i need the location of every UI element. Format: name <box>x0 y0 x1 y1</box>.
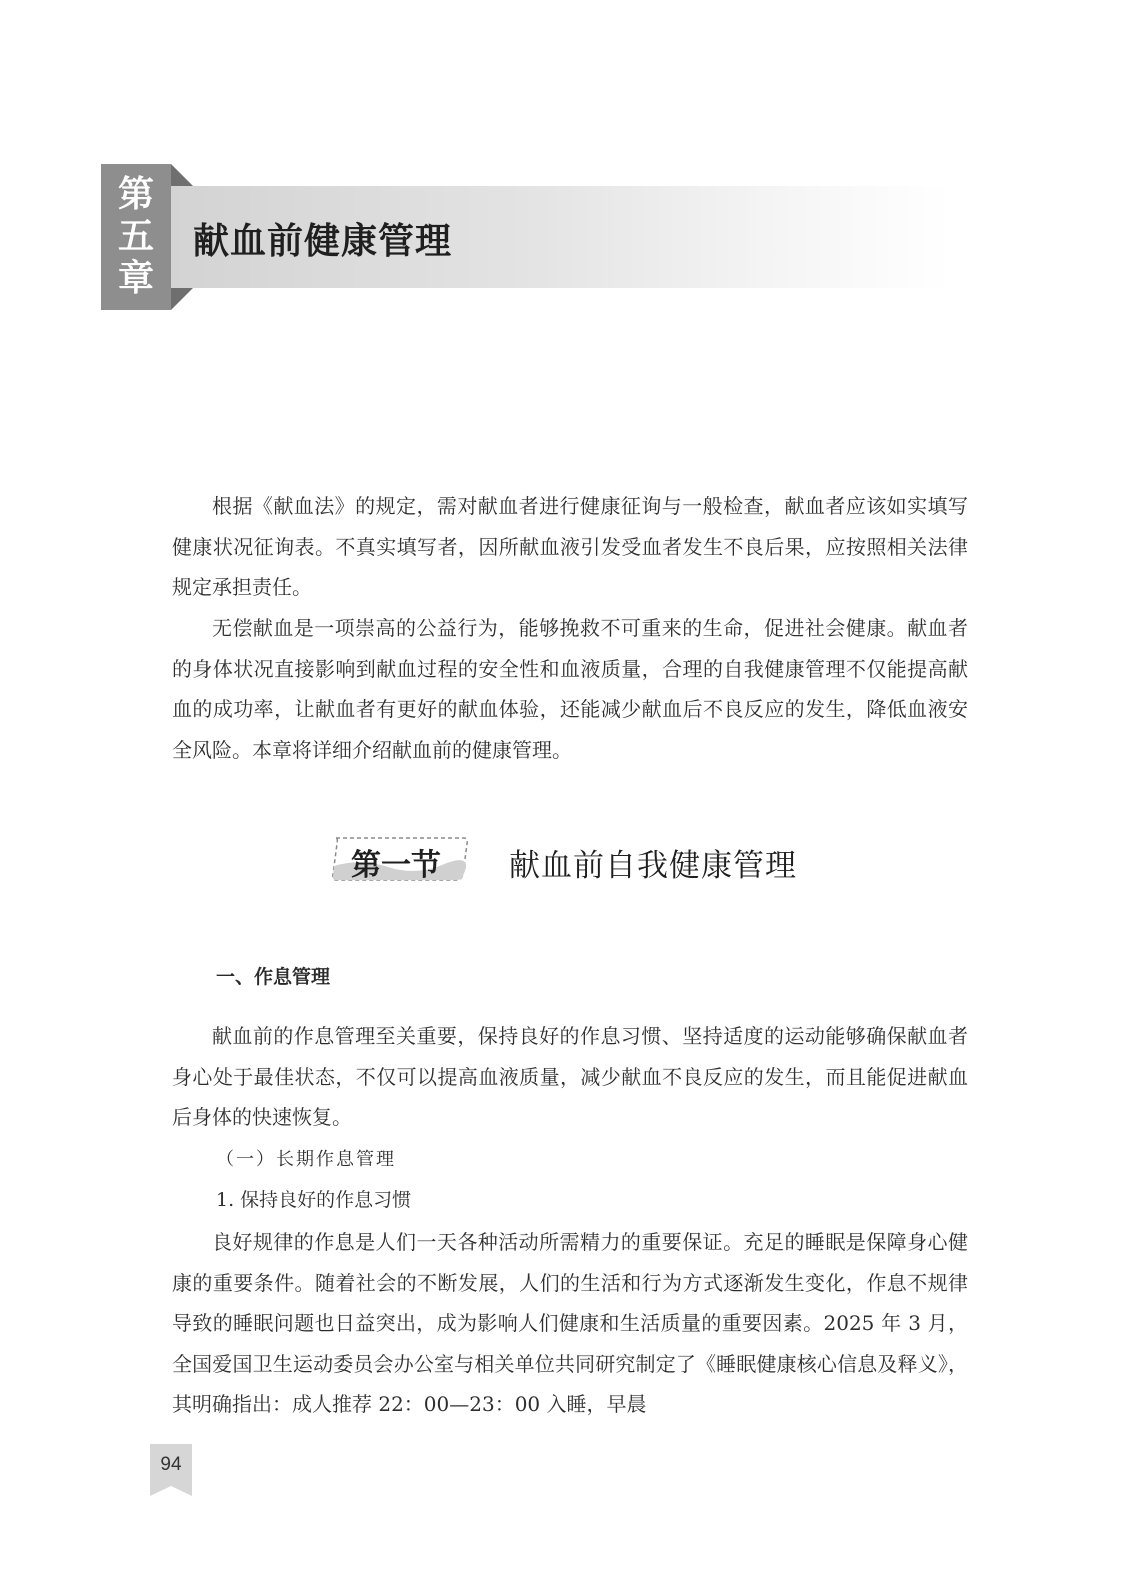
page-number: 94 <box>160 1454 182 1475</box>
chapter-label-char-2: 五 <box>117 216 154 257</box>
intro-paragraph-2: 无偿献血是一项崇高的公益行为，能够挽救不可重来的生命，促进社会健康。献血者的身体状况直接影响到献血过程的安全性和血液质量，合理的自我健康管理不仅能提高献血的成功率，让献血者有更好的献血体验，还能减少献血后不良反应的发生，降低血液安全风险。本章将详细介绍献血前的健康管理。 <box>172 616 968 762</box>
section-title: 献血前自我健康管理 <box>509 848 797 884</box>
sub-heading-a: （一）长期作息管理 <box>216 1149 396 1170</box>
intro-paragraph-1: 根据《献血法》的规定，需对献血者进行健康征询与一般检查，献血者应该如实填写健康状况征询表。不真实填写者，因所献血液引发受血者发生不良后果，应按照相关法律规定承担责任。 <box>172 494 968 599</box>
section-badge-label: 第一节 <box>351 848 441 883</box>
chapter-tab-fold-top <box>171 164 193 186</box>
chapter-title: 献血前健康管理 <box>193 221 453 262</box>
chapter-label-char-1: 第 <box>117 174 154 215</box>
chapter-label-char-3: 章 <box>117 258 154 299</box>
subsection-paragraph-2: 良好规律的作息是人们一天各种活动所需精力的重要保证。充足的睡眠是保障身心健康的重要条件。随着社会的不断发展，人们的生活和行为方式逐渐发生变化，作息不规律导致的睡眠问题也日益突出，成为影响人们健康和生活质量的重要因素。2025 年 3 月，全国爱国卫生运动委员会办公室与相关单位共同研究制定了《睡眠健康核心信息及释义》，其明确指出：成人推荐 22：00—23：00 入睡，早晨 <box>172 1230 968 1416</box>
item-heading-1: 1. 保持良好的作息习惯 <box>216 1189 412 1211</box>
chapter-label-tab <box>101 164 171 310</box>
subsection-paragraph-1: 献血前的作息管理至关重要，保持良好的作息习惯、坚持适度的运动能够确保献血者身心处于最佳状态，不仅可以提高血液质量，减少献血不良反应的发生，而且能促进献血后身体的快速恢复。 <box>172 1024 968 1129</box>
subsection-heading: 一、作息管理 <box>216 966 331 988</box>
chapter-tab-fold-bottom <box>171 288 193 310</box>
